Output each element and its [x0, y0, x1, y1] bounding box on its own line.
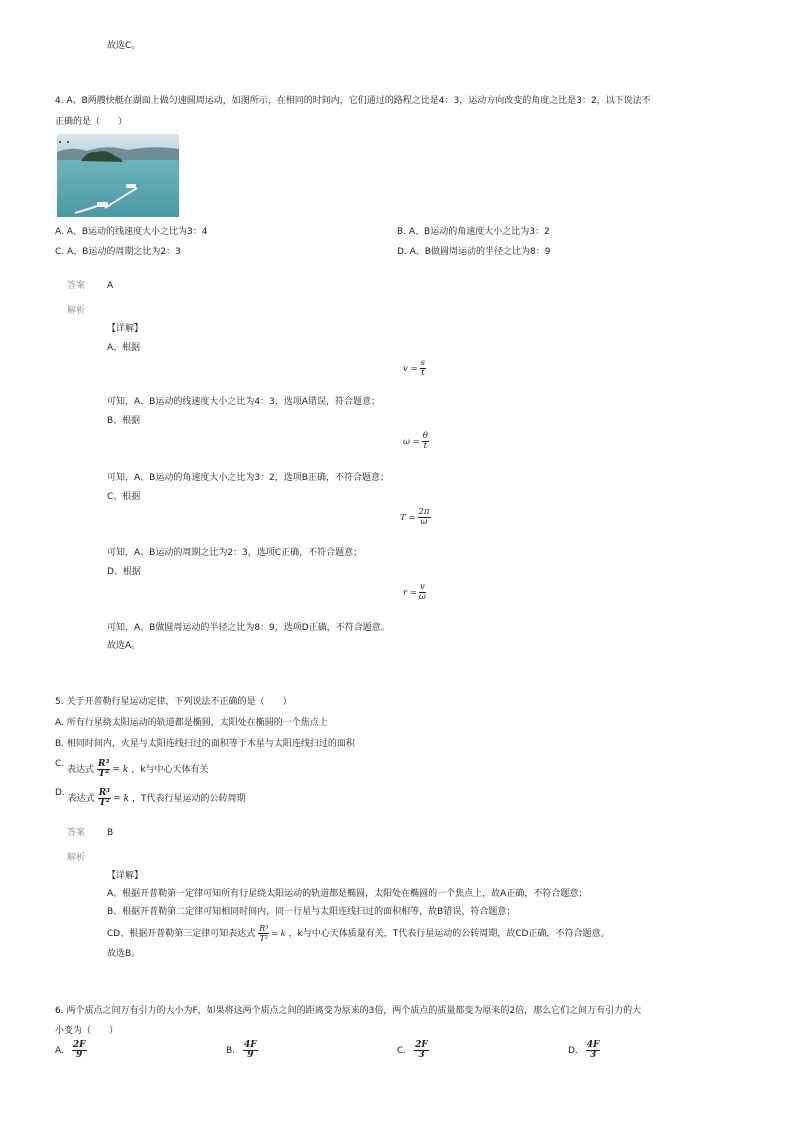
q6-stem-line1: 6. 两个质点之间万有引力的大小为F，如果将这两个质点之间的距离变为原来的3倍，两个质点的质量都变为原来的2倍，那么它们之间万有引力的大	[55, 1006, 642, 1016]
q4-option-a[interactable]: A. A、B运动的线速度大小之比为3：4	[55, 227, 208, 237]
speedboat-b-icon	[97, 202, 108, 207]
q6-option-c[interactable]: C. $\frac{2F}{3}$	[397, 1040, 428, 1060]
q6-option-d[interactable]: D. $\frac{4F}{3}$	[568, 1040, 600, 1060]
q4-step-d-conclusion: 可知，A、B做圆周运动的半径之比为8：9，选项D正确，不符合题意。	[107, 623, 390, 633]
q4-formula-radius: r = $\frac{v}{\omega}$	[403, 582, 426, 602]
q4-stem-line1: 4. A、B两艘快艇在湖面上做匀速圆周运动，如图所示，在相同的时间内，它们通过的路程之比是4：3，运动方向改变的角度之比是3：2，以下说法不	[55, 96, 651, 106]
q5-answer-label: 答案	[67, 828, 86, 838]
q4-final-answer: 故选A。	[107, 641, 141, 651]
q4-analysis-label: 解析	[67, 306, 86, 316]
speedboat-photo	[57, 134, 179, 217]
q5-detail-heading: 【详解】	[107, 871, 144, 881]
q5-detail-a: A、根据开普勒第一定律可知所有行星绕太阳运动的轨道都是椭圆，太阳处在椭圆的一个焦点上，故A正确，不符合题意；	[107, 889, 588, 899]
q4-step-a-intro: A、根据	[107, 343, 141, 353]
q4-step-a-conclusion: 可知，A、B运动的线速度大小之比为4：3，选项A错误，符合题意；	[107, 397, 380, 407]
q6-stem-line2: 小变为（ ）	[55, 1026, 119, 1036]
q4-option-b[interactable]: B. A、B运动的角速度大小之比为3：2	[397, 227, 550, 237]
q3-final-answer: 故选C。	[107, 41, 141, 51]
q4-formula-v: v = $\frac{s}{t}$	[403, 358, 426, 378]
speedboat-a-icon	[126, 184, 136, 188]
q4-stem-line2: 正确的是（ ）	[55, 117, 128, 127]
q4-detail-heading: 【详解】	[107, 324, 144, 334]
q5-option-c[interactable]: C. 表达式 $\frac{\text{R³}}{\text{T²}}$ = k ，k与中心天体有关	[55, 759, 209, 779]
q4-formula-omega: ω = $\frac{\theta}{t}$	[403, 431, 428, 451]
q4-formula-period: T = $\frac{2\pi}{\omega}$	[400, 507, 430, 527]
q5-detail-b: B、根据开普勒第二定律可知相同时间内，同一行星与太阳连线扫过的面积相等，故B错误，符合题意；	[107, 907, 516, 917]
q6-option-a[interactable]: A. $\frac{2F}{9}$	[55, 1040, 86, 1060]
q4-option-d[interactable]: D. A、B做圆周运动的半径之比为8：9	[397, 247, 551, 257]
q5-option-d[interactable]: D. 表达式 $\frac{\text{R³}}{\text{T²}}$ = k ，T代表行星运动的公转周期	[55, 788, 246, 808]
q5-option-b[interactable]: B. 相同时间内，火星与太阳连线扫过的面积等于木星与太阳连线扫过的面积	[55, 739, 355, 749]
q5-final-answer: 故选B。	[107, 949, 141, 959]
q6-option-b[interactable]: B. $\frac{4F}{9}$	[226, 1040, 257, 1060]
q4-step-c-intro: C、根据	[107, 492, 141, 502]
q4-answer-value: A	[107, 281, 114, 291]
q5-detail-cd: CD、根据开普勒第三定律可知表达式 $\frac{\text{R³}}{\text{T²}}$ = k ，k与中心天体质量有关，T代表行星运动的公转周期，故CD正确，不符合题意。	[107, 924, 610, 943]
q4-answer-label: 答案	[67, 281, 86, 291]
q4-step-b-conclusion: 可知，A、B运动的角速度大小之比为3：2，选项B正确，不符合题意；	[107, 473, 389, 483]
q5-analysis-label: 解析	[67, 853, 86, 863]
q4-step-b-intro: B、根据	[107, 416, 141, 426]
q5-option-a[interactable]: A. 所有行星绕太阳运动的轨道都是椭圆，太阳处在椭圆的一个焦点上	[55, 718, 328, 728]
q4-step-d-intro: D、根据	[107, 567, 141, 577]
q5-answer-value: B	[107, 828, 114, 838]
q5-stem: 5. 关于开普勒行星运动定律，下列说法不正确的是（ ）	[55, 697, 292, 707]
q4-step-c-conclusion: 可知，A、B运动的周期之比为2：3，选项C正确，不符合题意；	[107, 548, 363, 558]
q4-option-c[interactable]: C. A、B运动的周期之比为2：3	[55, 247, 181, 257]
